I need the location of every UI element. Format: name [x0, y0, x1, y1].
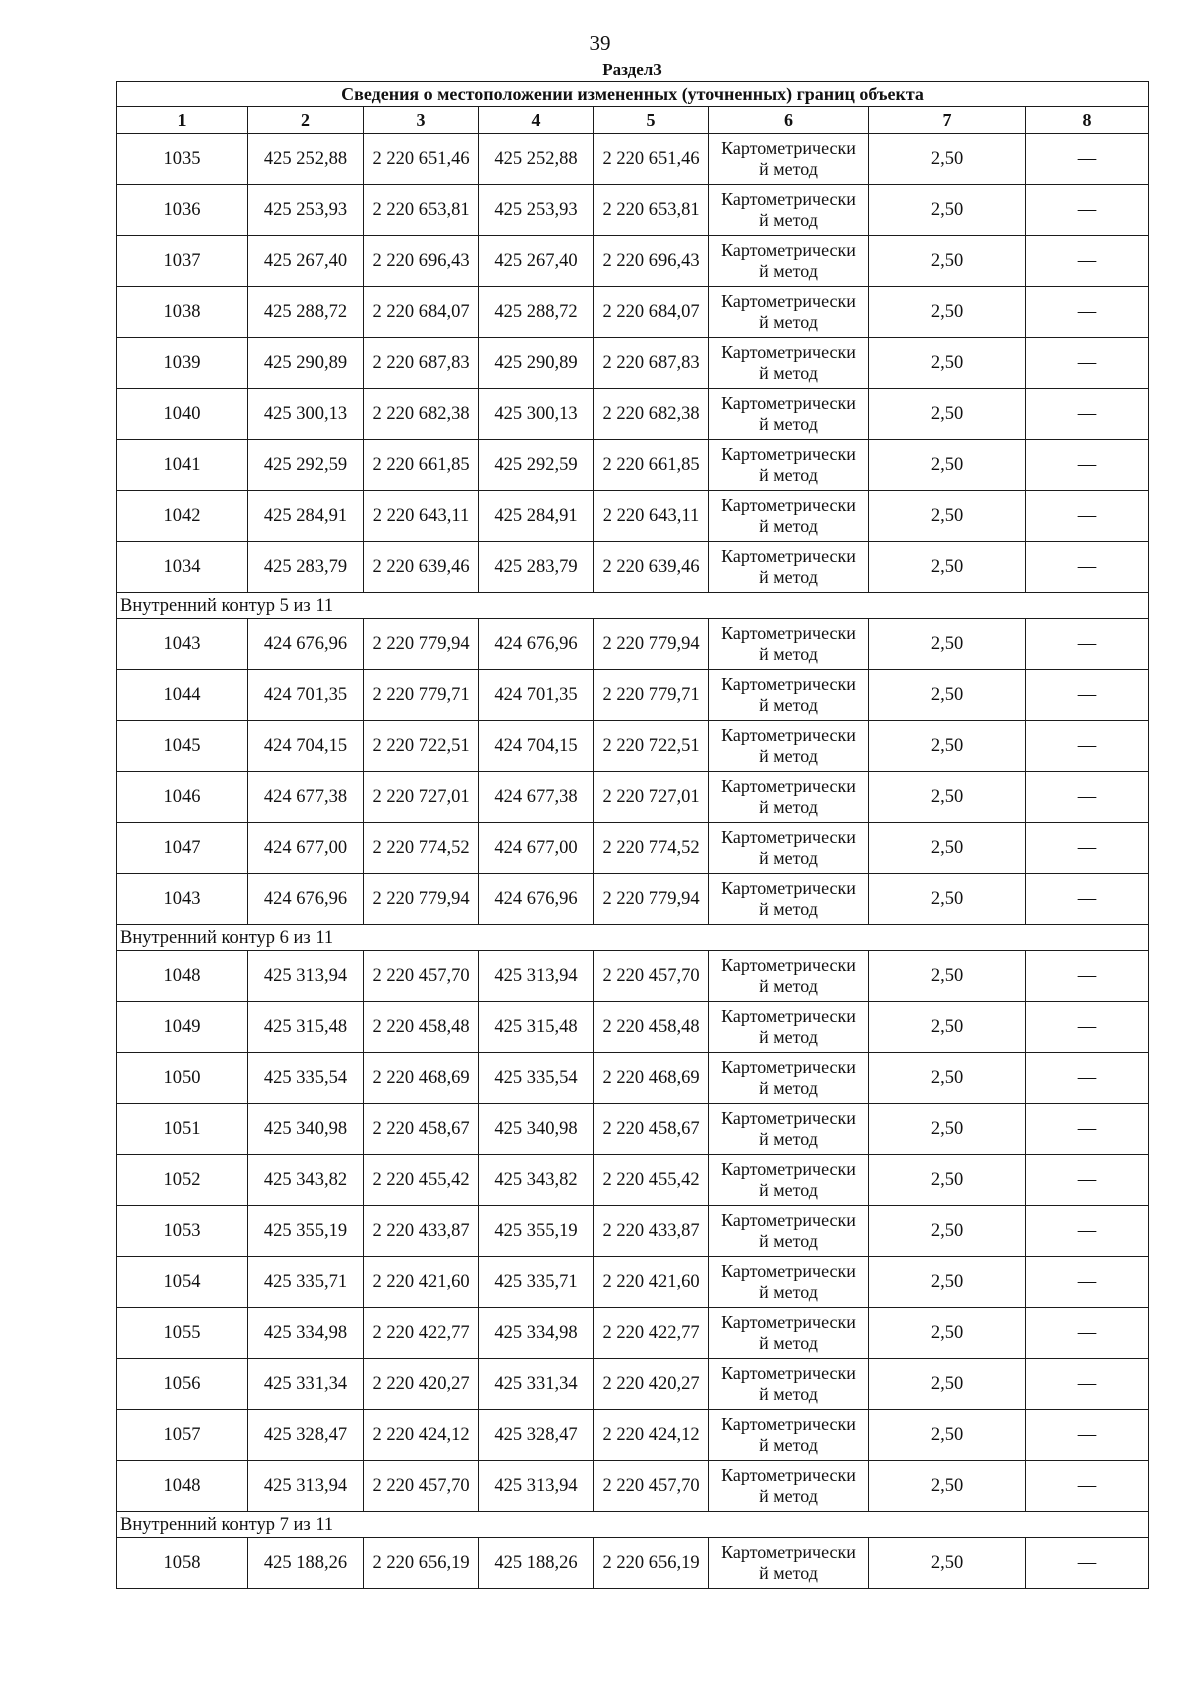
y-refined-cell: 2 220 433,87 [594, 1206, 709, 1257]
y-refined-cell: 2 220 682,38 [594, 389, 709, 440]
point-number-cell: 1058 [117, 1538, 248, 1589]
method-cell: Картометрически й метод [709, 389, 869, 440]
method-cell: Картометрически й метод [709, 338, 869, 389]
x-refined-cell: 425 328,47 [479, 1410, 594, 1461]
x-existing-cell: 424 676,96 [248, 874, 364, 925]
method-cell: Картометрически й метод [709, 134, 869, 185]
method-cell: Картометрически й метод [709, 823, 869, 874]
point-number-cell: 1037 [117, 236, 248, 287]
point-number-cell: 1034 [117, 542, 248, 593]
y-refined-cell: 2 220 722,51 [594, 721, 709, 772]
table-row [117, 491, 1149, 542]
x-refined-cell: 425 288,72 [479, 287, 594, 338]
x-existing-cell: 425 288,72 [248, 287, 364, 338]
y-refined-cell: 2 220 653,81 [594, 185, 709, 236]
table-row [117, 1461, 1149, 1512]
method-cell: Картометрически й метод [709, 542, 869, 593]
x-existing-cell: 424 704,15 [248, 721, 364, 772]
table-row [117, 1308, 1149, 1359]
precision-cell: 2,50 [869, 338, 1026, 389]
precision-cell: 2,50 [869, 1461, 1026, 1512]
y-refined-cell: 2 220 643,11 [594, 491, 709, 542]
x-refined-cell: 425 292,59 [479, 440, 594, 491]
method-cell: Картометрически й метод [709, 1359, 869, 1410]
table-row [117, 1002, 1149, 1053]
method-cell: Картометрически й метод [709, 440, 869, 491]
method-cell: Картометрически й метод [709, 1538, 869, 1589]
precision-cell: 2,50 [869, 1359, 1026, 1410]
precision-cell: 2,50 [869, 542, 1026, 593]
y-refined-cell: 2 220 651,46 [594, 134, 709, 185]
table-caption: Сведения о местоположении измененных (уточненных) границ объекта [117, 82, 1149, 107]
x-refined-cell: 425 343,82 [479, 1155, 594, 1206]
contour-row [117, 925, 1149, 951]
table-row [117, 1053, 1149, 1104]
x-existing-cell: 424 677,38 [248, 772, 364, 823]
y-existing-cell: 2 220 639,46 [364, 542, 479, 593]
y-existing-cell: 2 220 661,85 [364, 440, 479, 491]
method-cell: Картометрически й метод [709, 951, 869, 1002]
y-refined-cell: 2 220 687,83 [594, 338, 709, 389]
y-refined-cell: 2 220 656,19 [594, 1538, 709, 1589]
point-number-cell: 1040 [117, 389, 248, 440]
contour-row [117, 1512, 1149, 1538]
precision-cell: 2,50 [869, 772, 1026, 823]
y-existing-cell: 2 220 422,77 [364, 1308, 479, 1359]
x-existing-cell: 425 292,59 [248, 440, 364, 491]
method-cell: Картометрически й метод [709, 721, 869, 772]
precision-cell: 2,50 [869, 440, 1026, 491]
table-row [117, 721, 1149, 772]
x-refined-cell: 425 313,94 [479, 1461, 594, 1512]
y-existing-cell: 2 220 455,42 [364, 1155, 479, 1206]
page-number: 39 [589, 31, 611, 55]
table-row [117, 134, 1149, 185]
x-existing-cell: 425 252,88 [248, 134, 364, 185]
y-refined-cell: 2 220 774,52 [594, 823, 709, 874]
y-existing-cell: 2 220 687,83 [364, 338, 479, 389]
precision-cell: 2,50 [869, 1002, 1026, 1053]
y-refined-cell: 2 220 696,43 [594, 236, 709, 287]
point-number-cell: 1036 [117, 185, 248, 236]
method-cell: Картометрически й метод [709, 1104, 869, 1155]
precision-cell: 2,50 [869, 823, 1026, 874]
point-number-cell: 1048 [117, 1461, 248, 1512]
x-existing-cell: 425 335,71 [248, 1257, 364, 1308]
point-description-cell: — [1026, 338, 1149, 389]
y-refined-cell: 2 220 421,60 [594, 1257, 709, 1308]
y-existing-cell: 2 220 468,69 [364, 1053, 479, 1104]
point-description-cell: — [1026, 287, 1149, 338]
point-description-cell: — [1026, 1155, 1149, 1206]
boundary-coordinates-table [116, 81, 1149, 1589]
x-refined-cell: 425 334,98 [479, 1308, 594, 1359]
method-cell: Картометрически й метод [709, 670, 869, 721]
point-number-cell: 1039 [117, 338, 248, 389]
table-row [117, 287, 1149, 338]
column-number-8: 8 [1026, 107, 1149, 134]
method-cell: Картометрически й метод [709, 185, 869, 236]
y-refined-cell: 2 220 424,12 [594, 1410, 709, 1461]
method-cell: Картометрически й метод [709, 1410, 869, 1461]
precision-cell: 2,50 [869, 1053, 1026, 1104]
x-refined-cell: 425 335,54 [479, 1053, 594, 1104]
table-row [117, 1257, 1149, 1308]
x-existing-cell: 425 331,34 [248, 1359, 364, 1410]
y-existing-cell: 2 220 643,11 [364, 491, 479, 542]
x-existing-cell: 425 313,94 [248, 1461, 364, 1512]
method-cell: Картометрически й метод [709, 287, 869, 338]
table-row [117, 874, 1149, 925]
method-cell: Картометрически й метод [709, 491, 869, 542]
y-existing-cell: 2 220 779,94 [364, 619, 479, 670]
method-cell: Картометрически й метод [709, 1002, 869, 1053]
precision-cell: 2,50 [869, 287, 1026, 338]
table-row [117, 951, 1149, 1002]
y-existing-cell: 2 220 457,70 [364, 1461, 479, 1512]
point-number-cell: 1048 [117, 951, 248, 1002]
x-existing-cell: 424 701,35 [248, 670, 364, 721]
point-number-cell: 1044 [117, 670, 248, 721]
method-cell: Картометрически й метод [709, 1206, 869, 1257]
contour-row [117, 593, 1149, 619]
precision-cell: 2,50 [869, 1257, 1026, 1308]
x-existing-cell: 425 300,13 [248, 389, 364, 440]
point-description-cell: — [1026, 823, 1149, 874]
table-row [117, 1155, 1149, 1206]
table-row [117, 542, 1149, 593]
contour-label: Внутренний контур 6 из 11 [117, 925, 1149, 951]
x-refined-cell: 424 677,00 [479, 823, 594, 874]
precision-cell: 2,50 [869, 1104, 1026, 1155]
point-description-cell: — [1026, 389, 1149, 440]
table-row [117, 772, 1149, 823]
precision-cell: 2,50 [869, 951, 1026, 1002]
x-existing-cell: 425 284,91 [248, 491, 364, 542]
table-row [117, 1410, 1149, 1461]
precision-cell: 2,50 [869, 1155, 1026, 1206]
y-existing-cell: 2 220 457,70 [364, 951, 479, 1002]
point-number-cell: 1042 [117, 491, 248, 542]
point-description-cell: — [1026, 236, 1149, 287]
precision-cell: 2,50 [869, 389, 1026, 440]
y-existing-cell: 2 220 727,01 [364, 772, 479, 823]
y-existing-cell: 2 220 656,19 [364, 1538, 479, 1589]
point-number-cell: 1041 [117, 440, 248, 491]
y-refined-cell: 2 220 422,77 [594, 1308, 709, 1359]
x-existing-cell: 425 328,47 [248, 1410, 364, 1461]
point-description-cell: — [1026, 491, 1149, 542]
point-number-cell: 1047 [117, 823, 248, 874]
table-row [117, 440, 1149, 491]
x-refined-cell: 425 331,34 [479, 1359, 594, 1410]
precision-cell: 2,50 [869, 185, 1026, 236]
point-description-cell: — [1026, 772, 1149, 823]
point-number-cell: 1053 [117, 1206, 248, 1257]
table-row [117, 1359, 1149, 1410]
point-description-cell: — [1026, 1206, 1149, 1257]
y-existing-cell: 2 220 682,38 [364, 389, 479, 440]
table-row [117, 619, 1149, 670]
x-existing-cell: 425 290,89 [248, 338, 364, 389]
x-refined-cell: 425 284,91 [479, 491, 594, 542]
column-number-6: 6 [709, 107, 869, 134]
x-refined-cell: 424 676,96 [479, 874, 594, 925]
method-cell: Картометрически й метод [709, 1257, 869, 1308]
table-row [117, 670, 1149, 721]
table-row [117, 389, 1149, 440]
precision-cell: 2,50 [869, 134, 1026, 185]
precision-cell: 2,50 [869, 1410, 1026, 1461]
x-refined-cell: 425 355,19 [479, 1206, 594, 1257]
point-description-cell: — [1026, 670, 1149, 721]
x-refined-cell: 425 188,26 [479, 1538, 594, 1589]
y-existing-cell: 2 220 424,12 [364, 1410, 479, 1461]
point-description-cell: — [1026, 1410, 1149, 1461]
point-description-cell: — [1026, 542, 1149, 593]
point-number-cell: 1052 [117, 1155, 248, 1206]
contour-label: Внутренний контур 5 из 11 [117, 593, 1149, 619]
y-existing-cell: 2 220 433,87 [364, 1206, 479, 1257]
point-description-cell: — [1026, 951, 1149, 1002]
y-existing-cell: 2 220 421,60 [364, 1257, 479, 1308]
x-refined-cell: 425 290,89 [479, 338, 594, 389]
x-refined-cell: 425 300,13 [479, 389, 594, 440]
point-number-cell: 1055 [117, 1308, 248, 1359]
y-existing-cell: 2 220 774,52 [364, 823, 479, 874]
precision-cell: 2,50 [869, 1538, 1026, 1589]
x-existing-cell: 425 267,40 [248, 236, 364, 287]
contour-label: Внутренний контур 7 из 11 [117, 1512, 1149, 1538]
y-existing-cell: 2 220 458,67 [364, 1104, 479, 1155]
x-refined-cell: 425 340,98 [479, 1104, 594, 1155]
point-number-cell: 1046 [117, 772, 248, 823]
table-row [117, 338, 1149, 389]
point-description-cell: — [1026, 1053, 1149, 1104]
y-refined-cell: 2 220 458,67 [594, 1104, 709, 1155]
y-refined-cell: 2 220 727,01 [594, 772, 709, 823]
point-description-cell: — [1026, 619, 1149, 670]
x-existing-cell: 424 676,96 [248, 619, 364, 670]
point-number-cell: 1045 [117, 721, 248, 772]
y-refined-cell: 2 220 779,94 [594, 619, 709, 670]
y-existing-cell: 2 220 458,48 [364, 1002, 479, 1053]
point-number-cell: 1038 [117, 287, 248, 338]
method-cell: Картометрически й метод [709, 1053, 869, 1104]
y-refined-cell: 2 220 458,48 [594, 1002, 709, 1053]
column-number-5: 5 [594, 107, 709, 134]
x-refined-cell: 425 335,71 [479, 1257, 594, 1308]
point-number-cell: 1043 [117, 619, 248, 670]
y-refined-cell: 2 220 457,70 [594, 1461, 709, 1512]
x-refined-cell: 425 283,79 [479, 542, 594, 593]
x-existing-cell: 425 335,54 [248, 1053, 364, 1104]
point-number-cell: 1035 [117, 134, 248, 185]
precision-cell: 2,50 [869, 1308, 1026, 1359]
point-number-cell: 1050 [117, 1053, 248, 1104]
x-refined-cell: 425 253,93 [479, 185, 594, 236]
point-number-cell: 1051 [117, 1104, 248, 1155]
column-number-4: 4 [479, 107, 594, 134]
precision-cell: 2,50 [869, 874, 1026, 925]
y-existing-cell: 2 220 684,07 [364, 287, 479, 338]
point-description-cell: — [1026, 1104, 1149, 1155]
y-existing-cell: 2 220 696,43 [364, 236, 479, 287]
point-description-cell: — [1026, 1538, 1149, 1589]
x-refined-cell: 424 701,35 [479, 670, 594, 721]
x-existing-cell: 425 355,19 [248, 1206, 364, 1257]
y-refined-cell: 2 220 468,69 [594, 1053, 709, 1104]
point-description-cell: — [1026, 1461, 1149, 1512]
y-existing-cell: 2 220 420,27 [364, 1359, 479, 1410]
x-existing-cell: 425 340,98 [248, 1104, 364, 1155]
precision-cell: 2,50 [869, 236, 1026, 287]
table-row [117, 185, 1149, 236]
table-row [117, 823, 1149, 874]
x-existing-cell: 425 253,93 [248, 185, 364, 236]
x-refined-cell: 424 676,96 [479, 619, 594, 670]
x-refined-cell: 425 313,94 [479, 951, 594, 1002]
point-description-cell: — [1026, 874, 1149, 925]
method-cell: Картометрически й метод [709, 236, 869, 287]
table-row [117, 1538, 1149, 1589]
column-number-1: 1 [117, 107, 248, 134]
y-existing-cell: 2 220 653,81 [364, 185, 479, 236]
point-description-cell: — [1026, 1359, 1149, 1410]
y-existing-cell: 2 220 779,71 [364, 670, 479, 721]
column-number-7: 7 [869, 107, 1026, 134]
table-row [117, 1206, 1149, 1257]
precision-cell: 2,50 [869, 670, 1026, 721]
y-refined-cell: 2 220 661,85 [594, 440, 709, 491]
table-row [117, 236, 1149, 287]
y-refined-cell: 2 220 779,71 [594, 670, 709, 721]
method-cell: Картометрически й метод [709, 1155, 869, 1206]
point-number-cell: 1056 [117, 1359, 248, 1410]
point-number-cell: 1054 [117, 1257, 248, 1308]
point-description-cell: — [1026, 440, 1149, 491]
point-number-cell: 1057 [117, 1410, 248, 1461]
precision-cell: 2,50 [869, 619, 1026, 670]
x-refined-cell: 425 315,48 [479, 1002, 594, 1053]
point-description-cell: — [1026, 1002, 1149, 1053]
x-existing-cell: 425 343,82 [248, 1155, 364, 1206]
y-refined-cell: 2 220 457,70 [594, 951, 709, 1002]
section-title: Раздел3 [602, 60, 662, 79]
y-refined-cell: 2 220 779,94 [594, 874, 709, 925]
precision-cell: 2,50 [869, 491, 1026, 542]
point-description-cell: — [1026, 1308, 1149, 1359]
x-existing-cell: 424 677,00 [248, 823, 364, 874]
y-refined-cell: 2 220 684,07 [594, 287, 709, 338]
point-description-cell: — [1026, 721, 1149, 772]
method-cell: Картометрически й метод [709, 874, 869, 925]
method-cell: Картометрически й метод [709, 772, 869, 823]
y-existing-cell: 2 220 722,51 [364, 721, 479, 772]
method-cell: Картометрически й метод [709, 619, 869, 670]
method-cell: Картометрически й метод [709, 1308, 869, 1359]
precision-cell: 2,50 [869, 721, 1026, 772]
y-existing-cell: 2 220 779,94 [364, 874, 479, 925]
point-number-cell: 1043 [117, 874, 248, 925]
x-refined-cell: 425 252,88 [479, 134, 594, 185]
table-caption-row [117, 82, 1149, 107]
y-refined-cell: 2 220 420,27 [594, 1359, 709, 1410]
y-refined-cell: 2 220 455,42 [594, 1155, 709, 1206]
x-existing-cell: 425 188,26 [248, 1538, 364, 1589]
x-existing-cell: 425 283,79 [248, 542, 364, 593]
x-existing-cell: 425 334,98 [248, 1308, 364, 1359]
x-existing-cell: 425 315,48 [248, 1002, 364, 1053]
x-refined-cell: 424 704,15 [479, 721, 594, 772]
y-refined-cell: 2 220 639,46 [594, 542, 709, 593]
method-cell: Картометрически й метод [709, 1461, 869, 1512]
precision-cell: 2,50 [869, 1206, 1026, 1257]
column-number-2: 2 [248, 107, 364, 134]
x-refined-cell: 425 267,40 [479, 236, 594, 287]
table-row [117, 1104, 1149, 1155]
x-refined-cell: 424 677,38 [479, 772, 594, 823]
table-body [117, 134, 1149, 1589]
column-number-3: 3 [364, 107, 479, 134]
point-description-cell: — [1026, 1257, 1149, 1308]
y-existing-cell: 2 220 651,46 [364, 134, 479, 185]
point-description-cell: — [1026, 185, 1149, 236]
point-description-cell: — [1026, 134, 1149, 185]
x-existing-cell: 425 313,94 [248, 951, 364, 1002]
point-number-cell: 1049 [117, 1002, 248, 1053]
column-number-row [117, 107, 1149, 134]
